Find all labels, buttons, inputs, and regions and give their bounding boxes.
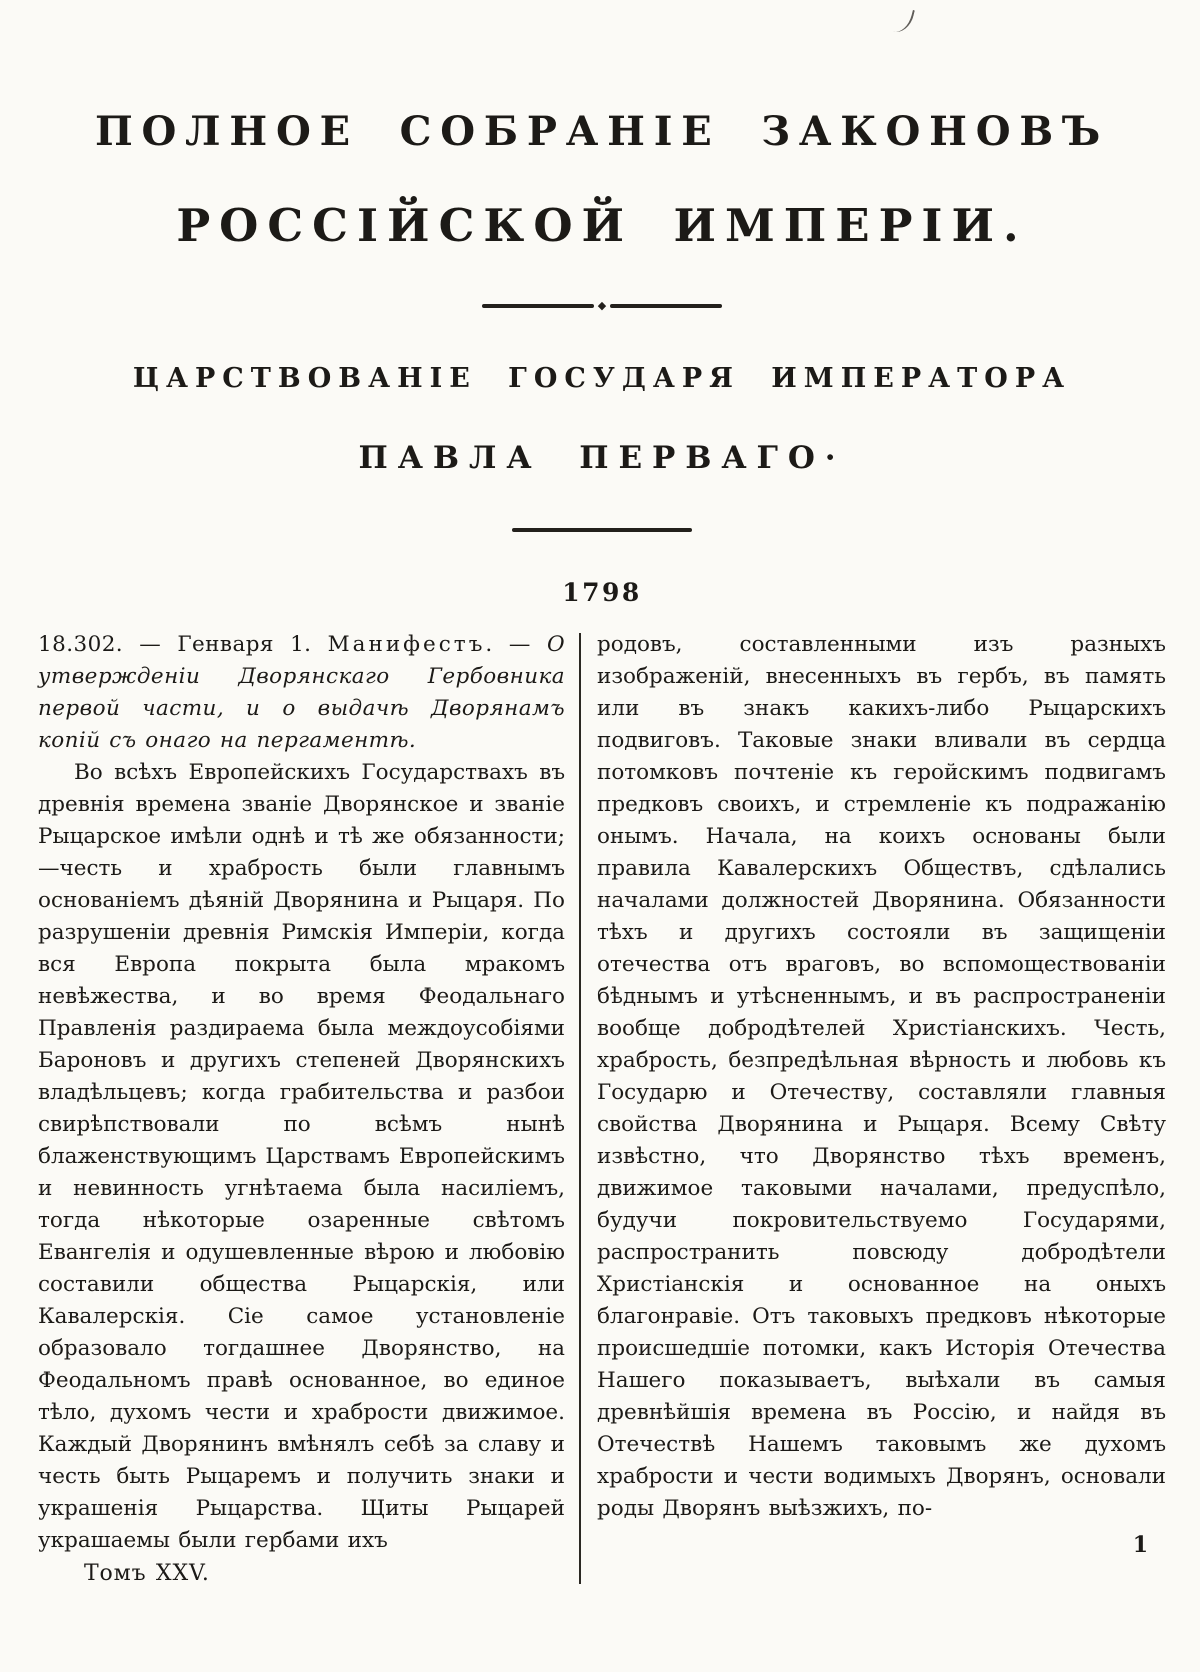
decree-separator: . — (485, 632, 547, 657)
plain-divider (512, 528, 692, 532)
divider-bar-left (482, 304, 594, 308)
decree-heading (38, 629, 565, 757)
divider-bar-right (610, 304, 722, 308)
right-column-paragraph: родовъ, составленными изъ разныхъ изображеній, внесенныхъ въ гербъ, въ память или въ знакъ какихъ-либо Рыцарскихъ подвиговъ. Таковые знаки вливали въ сердца потомковъ почтеніе къ геройскимъ подвигамъ предковъ своихъ, и стремленіе къ подражанію онымъ. Начала, на коихъ основаны были правила Кавалерскихъ Обществъ, сдѣлались началами должностей Дворянина. Обязанности тѣхъ и другихъ состояли въ защищеніи отечества отъ враговъ, во вспомоществованіи бѣднымъ и утѣсненнымъ, и въ распространеніи вообще добродѣтелей Христіанскихъ. Честь, храбрость, безпредѣльная вѣрность и любовь къ Государю и Отечеству, составляли главныя свойства Дворянина и Рыцаря. Всему Свѣту извѣстно, что Дворянство тѣхъ временъ, движимое таковыми началами, предуспѣло, будучи покровительствуемо Государями, распространить повсюду добродѣтели Христіанскія и основанное на оныхъ благонравіе. Отъ таковыхъ предковъ нѣкоторые происшедшіе потомки, какъ Исторія Отечества Нашего показываетъ, выѣхали въ самыя древнѣйшія времена въ Россію, и найдя въ Отечествѣ Нашемъ таковымъ же духомъ храбрости и чести водимыхъ Дворянъ, основали роды Дворянъ выѣзжихъ, по- (597, 632, 1166, 1521)
decree-title: О утвержденіи Дворянскаго Гербовника первой части, и о выдачѣ Дворянамъ копій съ онаго на пергаментѣ. (38, 632, 565, 753)
page-number: 1 (1132, 1532, 1148, 1558)
left-column-paragraph: Во всѣхъ Европейскихъ Государствахъ въ древнія времена званіе Дворянское и званіе Рыцарское имѣли однѣ и тѣ же обязанности; —честь и храбрость были главнымъ основаніемъ дѣяній Дворянина и Рыцаря. По разрушеніи древнія Римскія Имперіи, когда вся Европа покрыта была мракомъ невѣжества, и во время Феодальнаго Правленія раздираема была междоусобіями Бароновъ и другихъ степеней Дворянскихъ владѣльцевъ; когда грабительства и разбои свирѣпствовали по всѣмъ нынѣ блаженствующимъ Царствамъ Европейскимъ и невинность угнѣтаема была насиліемъ, тогда нѣкоторые озаренные свѣтомъ Евангелія и одушевленные вѣрою и любовію составили общества Рыцарскія, или Кавалерскія. Сіе самое установленіе образовало тогдашнее Дворянство, на Феодальномъ правѣ основанное, во единое тѣло, духомъ чести и храбрости движимое. Каждый Дворянинъ вмѣнялъ себѣ за славу и честь быть Рыцаремъ и получить знаки и украшенія Рыцарства. Щиты Рыцарей украшаемы были гербами ихъ (38, 760, 565, 1553)
volume-label: Томъ XXV. (84, 1561, 210, 1586)
two-column-text-block (38, 629, 1166, 1590)
main-title-line2: РОССІЙСКОЙ ИМПЕРІИ. (176, 199, 1028, 252)
reign-title-line2: ПАВЛА ПЕРВАГО· (358, 440, 846, 476)
column-divider-rule (579, 633, 581, 1584)
main-title-line1: ПОЛНОЕ СОБРАНІЕ ЗАКОНОВЪ (94, 108, 1110, 155)
left-column (38, 629, 565, 1590)
page-header (38, 108, 1166, 607)
decree-type-label: Манифестъ (327, 632, 486, 657)
year-heading: 1798 (562, 578, 642, 607)
diamond-ornament-icon: ◆ (597, 299, 607, 312)
scan-artifact-mark (893, 6, 915, 35)
right-column (597, 629, 1166, 1590)
reign-title-line1: ЦАРСТВОВАНІЕ ГОСУДАРЯ ИМПЕРАТОРА (132, 363, 1072, 394)
decree-number: 18.302. — Генваря 1. (38, 632, 328, 657)
ornament-divider (482, 300, 722, 311)
